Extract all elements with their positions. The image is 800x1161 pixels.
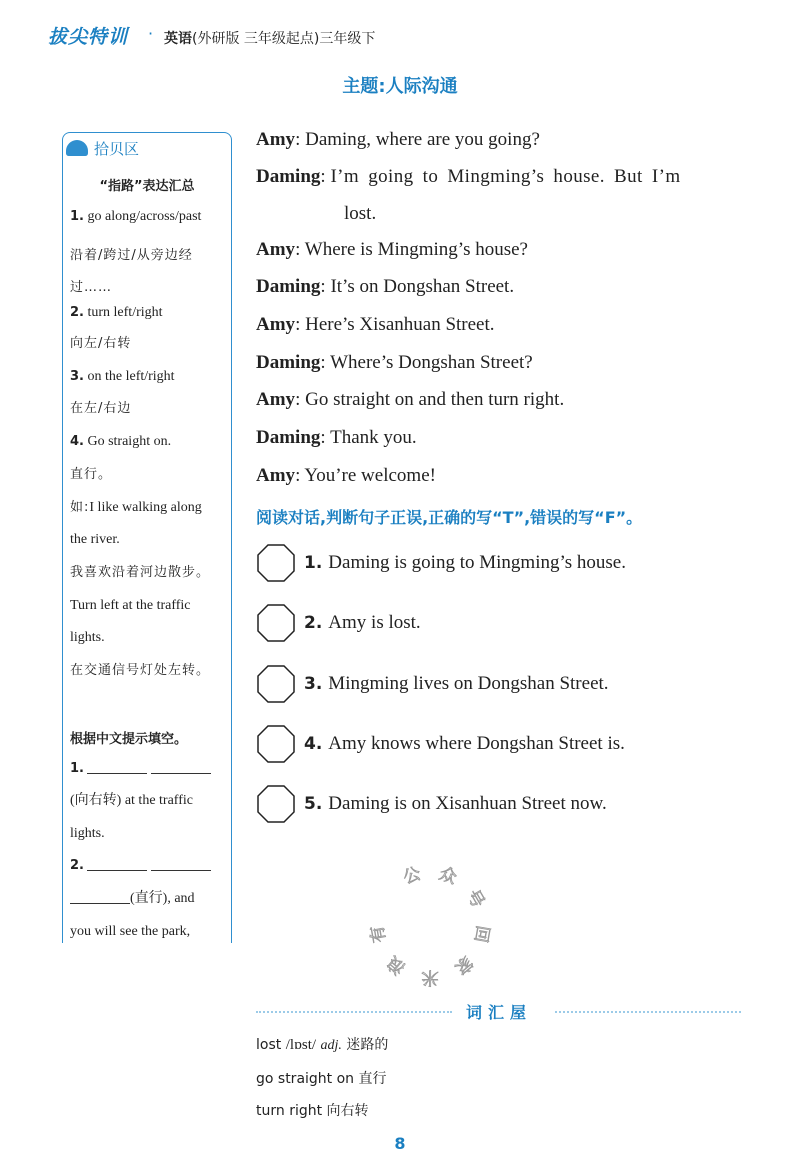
stamp-char: 众 (436, 863, 460, 889)
fill-2-hint-row (70, 890, 228, 908)
page-topic: 主题:人际沟通 (342, 76, 458, 97)
sidebar-subtitle: “指路”表达汇总 (99, 179, 195, 194)
sidebar-heading-label: 拾贝区 (94, 140, 140, 158)
utterance: Where’s Dongshan Street? (330, 352, 533, 373)
speaker: Amy (256, 465, 296, 486)
item-number: 3. (70, 369, 84, 384)
fill-1 (70, 760, 228, 778)
speaker: Amy (256, 129, 296, 150)
question-row (256, 781, 607, 827)
vocab-ipa: /lɒst/ (285, 1037, 317, 1053)
fill-2 (70, 857, 228, 875)
answer-box[interactable] (256, 664, 296, 704)
item-number: 2. (70, 305, 84, 320)
speaker: Daming (256, 166, 321, 187)
colon: : (295, 129, 301, 150)
sidebar-heading (66, 138, 139, 159)
colon: : (295, 239, 301, 260)
question-number: 1. (304, 553, 323, 573)
sidebar-item-2 (70, 304, 228, 322)
question-number: 2. (304, 613, 323, 633)
sidebar-item-2-cn: 向左/右转 (70, 336, 132, 351)
question-number: 4. (304, 734, 323, 754)
shell-icon (66, 140, 88, 156)
colon: : (295, 389, 301, 410)
utterance: Thank you. (330, 427, 417, 448)
vocab-divider-right (555, 1011, 741, 1015)
watermark-stamp (360, 855, 500, 995)
stamp-char: 米 (421, 967, 439, 987)
fill-2-hint: (直行), and (130, 891, 195, 906)
page-number: 8 (394, 1134, 406, 1153)
dialogue-continuation: lost. (344, 203, 377, 224)
dialogue-line (256, 275, 514, 299)
item-number: 4. (70, 434, 84, 449)
sidebar-item-3-cn: 在左/右边 (70, 401, 132, 416)
fill-in-title: 根据中文提示填空。 (70, 732, 188, 747)
colon: : (320, 276, 326, 297)
dialogue-line (256, 351, 533, 375)
utterance: You’re welcome! (304, 465, 436, 486)
colon: : (295, 465, 301, 486)
question-row (256, 540, 626, 586)
utterance: I’m going to Mingming’s house. But I’m (330, 166, 681, 187)
stamp-char: 公 (400, 863, 424, 889)
speaker: Amy (256, 389, 296, 410)
vocab-entry (256, 1034, 388, 1054)
speaker: Daming (256, 352, 321, 373)
question-text: Daming is on Xisanhuan Street now. (328, 793, 607, 814)
sidebar-item-4 (70, 433, 228, 451)
stamp-char: 有 (367, 923, 391, 945)
example-1-cn: 我喜欢沿着河边散步。 (70, 565, 211, 580)
question-number: 3. (304, 674, 323, 694)
example-2-en-a: Turn left at the traffic (70, 598, 191, 613)
dialogue-line (256, 165, 681, 189)
example-prefix: 如: (70, 500, 90, 515)
colon: : (295, 314, 301, 335)
item-en: go along/across/past (87, 209, 202, 224)
fill-2-blank-a[interactable] (87, 858, 147, 871)
item-en: Go straight on. (87, 434, 172, 449)
colon: : (320, 166, 326, 187)
question-text: Amy is lost. (328, 612, 421, 633)
stamp-char: 号 (462, 886, 488, 912)
speaker: Amy (256, 314, 296, 335)
vocab-divider-left (256, 1011, 452, 1015)
question-row (256, 600, 421, 646)
dialogue-line (256, 464, 436, 488)
fill-2-blank-c[interactable] (70, 891, 130, 904)
vocab-pos: adj. (320, 1038, 342, 1053)
fill-1-hint: (向右转) at the traffic (70, 793, 193, 808)
vocab-word: turn right (256, 1103, 323, 1119)
fill-2-number: 2. (70, 858, 84, 873)
item-en: on the left/right (87, 369, 175, 384)
example-2-cn: 在交通信号灯处左转。 (70, 663, 211, 678)
sidebar-item-1-cn: 沿着/跨过/从旁边经过…… (70, 248, 193, 295)
vocab-title: 词汇屋 (466, 1003, 533, 1022)
question-row (256, 721, 625, 767)
fill-1-end: lights. (70, 826, 105, 841)
dialogue-line (256, 426, 417, 450)
vocab-entry (256, 1068, 387, 1088)
stamp-char: 家 (450, 951, 477, 978)
question-row (256, 661, 609, 707)
example-1-en-b: the river. (70, 532, 120, 547)
header-subtitle (164, 28, 375, 48)
fill-1-blank-b[interactable] (151, 761, 211, 774)
speaker: Amy (256, 239, 296, 260)
header-separator: · (148, 24, 154, 43)
sidebar-item-1 (70, 208, 228, 226)
speaker: Daming (256, 427, 321, 448)
answer-box[interactable] (256, 724, 296, 764)
fill-1-number: 1. (70, 761, 84, 776)
speaker: Daming (256, 276, 321, 297)
answer-box[interactable] (256, 543, 296, 583)
question-text: Daming is going to Mingming’s house. (328, 552, 626, 573)
vocab-entry (256, 1100, 369, 1120)
dialogue-line (256, 388, 564, 412)
vocab-cn: 迷路的 (346, 1037, 389, 1053)
fill-2-blank-b[interactable] (151, 858, 211, 871)
example-1-en-a: I like walking along (89, 500, 202, 515)
utterance: Here’s Xisanhuan Street. (305, 314, 495, 335)
utterance: Where is Mingming’s house? (304, 239, 528, 260)
vocab-word: go straight on (256, 1071, 355, 1087)
question-text: Mingming lives on Dongshan Street. (328, 673, 609, 694)
utterance: Go straight on and then turn right. (305, 389, 565, 410)
answer-box[interactable] (256, 784, 296, 824)
dialogue-line (256, 128, 540, 152)
dialogue-line (256, 238, 528, 262)
stamp-char: 回 (469, 923, 493, 945)
dialogue-line (256, 313, 495, 337)
utterance: It’s on Dongshan Street. (330, 276, 515, 297)
sidebar-item-3 (70, 368, 228, 386)
fill-1-blank-a[interactable] (87, 761, 147, 774)
edition-label: (外研版 三年级起点)三年级下 (192, 31, 376, 47)
example-1-en (70, 499, 228, 517)
item-number: 1. (70, 209, 84, 224)
vocab-cn: 直行 (358, 1071, 387, 1087)
vocab-word: lost (256, 1037, 282, 1053)
stamp-char: 浪 (383, 951, 410, 978)
example-2-en-b: lights. (70, 630, 105, 645)
sidebar-item-4-cn: 直行。 (70, 467, 113, 482)
colon: : (320, 427, 326, 448)
fill-2-end: you will see the park, (70, 924, 191, 939)
item-en: turn left/right (87, 305, 163, 320)
question-number: 5. (304, 794, 323, 814)
vocab-cn: 向右转 (326, 1103, 369, 1119)
answer-box[interactable] (256, 603, 296, 643)
colon: : (320, 352, 326, 373)
utterance: Daming, where are you going? (305, 129, 540, 150)
question-text: Amy knows where Dongshan Street is. (328, 733, 625, 754)
exercise-instruction: 阅读对话,判断句子正误,正确的写“T”,错误的写“F”。 (256, 508, 643, 527)
brand-logo: 拔尖特训 (48, 26, 129, 48)
subject-label: 英语 (164, 31, 192, 47)
